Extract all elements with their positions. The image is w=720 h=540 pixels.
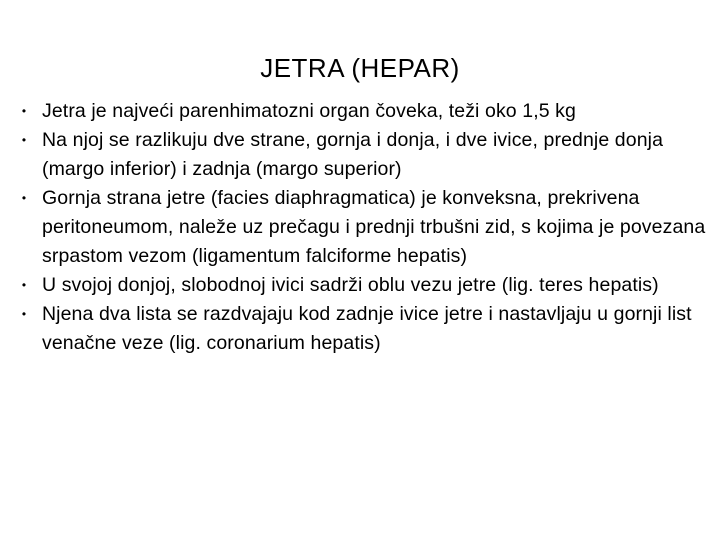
bullet-item bbox=[0, 184, 720, 271]
bullet-text: Na njoj se razlikuju dve strane, gornja i donja, i dve ivice, prednje donja (margo inferior) i zadnja (margo superior) bbox=[42, 129, 664, 180]
bullet-text: U svojoj donjoj, slobodnoj ivici sadrži oblu vezu jetre (lig. teres hepatis) bbox=[42, 274, 659, 296]
slide-title: JETRA (HEPAR) bbox=[260, 53, 460, 83]
bullet-item bbox=[0, 126, 720, 184]
bullet-item bbox=[0, 97, 720, 126]
bullet-dot-icon: • bbox=[21, 191, 27, 205]
bullet-list bbox=[0, 97, 720, 358]
bullet-dot-icon: • bbox=[21, 278, 27, 292]
bullet-item bbox=[0, 300, 720, 358]
bullet-item bbox=[0, 271, 720, 300]
bullet-text: Gornja strana jetre (facies diaphragmatica) je konveksna, prekrivena peritoneumom, naleže uz prečagu i prednji trbušni zid, s kojima je povezana srpastom vezom (ligamentum falciforme hepatis) bbox=[42, 187, 706, 267]
bullet-text: Jetra je najveći parenhimatozni organ čoveka, teži oko 1,5 kg bbox=[42, 100, 576, 122]
bullet-text: Njena dva lista se razdvajaju kod zadnje ivice jetre i nastavljaju u gornji list venačne veze (lig. coronarium hepatis) bbox=[42, 303, 692, 354]
bullet-dot-icon: • bbox=[21, 133, 27, 147]
bullet-dot-icon: • bbox=[21, 104, 27, 118]
bullet-dot-icon: • bbox=[21, 307, 27, 321]
